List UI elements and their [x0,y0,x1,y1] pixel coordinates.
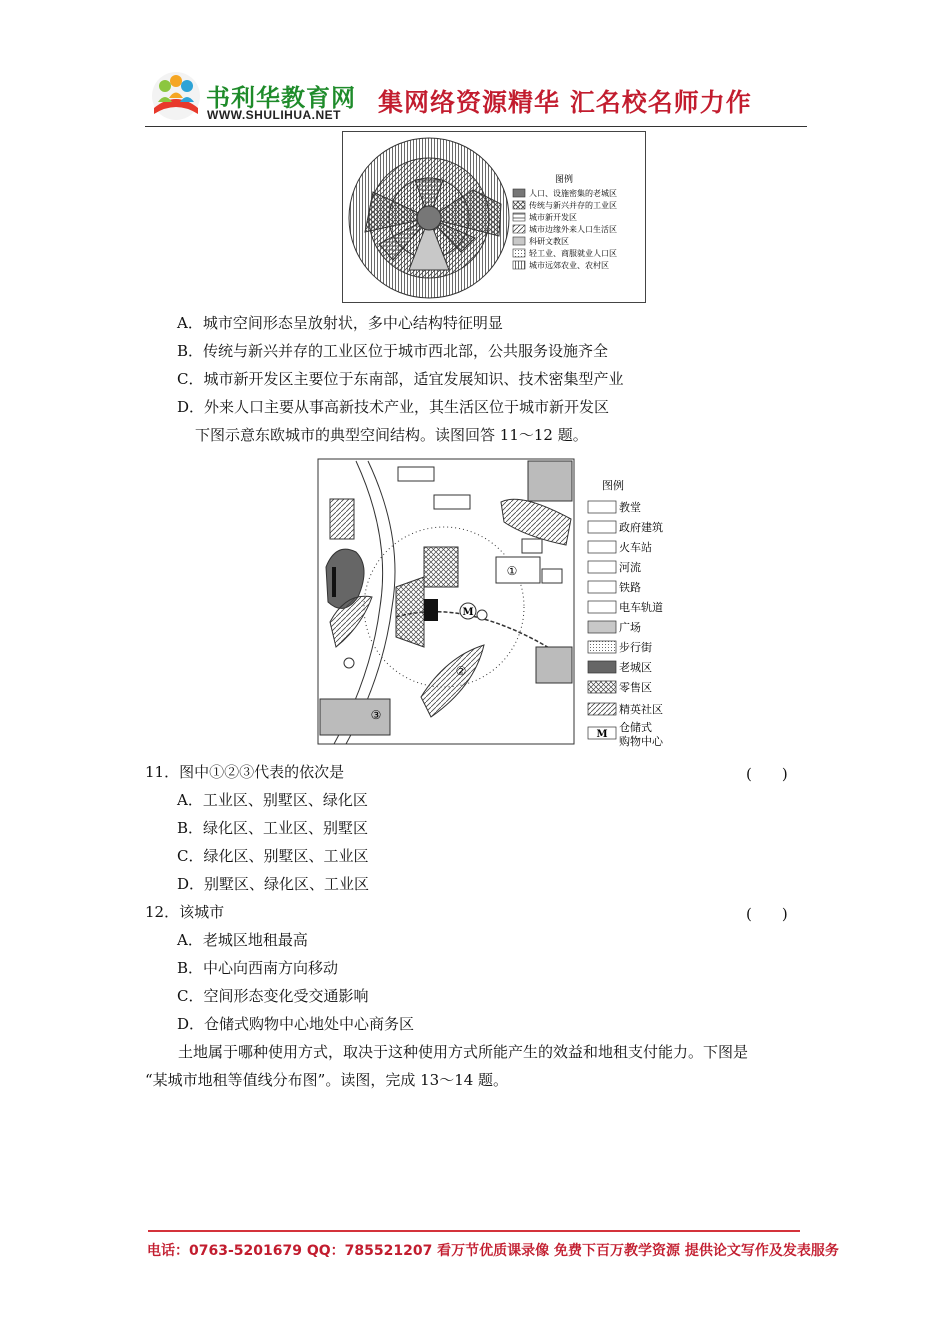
figure-city-structure [342,131,646,303]
marker-m: M [462,607,474,618]
q12-option-a: A．老城区地租最高 [177,931,308,949]
legend2-item: 火车站 [619,541,652,554]
legend2-item: 仓储式 [619,721,652,734]
q12-answer-blank: ( ) [746,905,788,923]
q10-option-d: D．外来人口主要从事高新技术产业，其生活区位于城市新开发区 [177,398,610,416]
legend-item: 人口、设施密集的老城区 [529,189,617,198]
q11-option-c: C．绿化区、别墅区、工业区 [177,847,369,865]
legend-item: 城市边缘外来人口生活区 [529,225,617,234]
legend-item: 传统与新兴并存的工业区 [529,201,617,210]
legend2-item: 步行街 [619,641,652,654]
q10-option-a: A．城市空间形态呈放射状，多中心结构特征明显 [177,314,503,332]
zone-label-2: ② [455,664,467,678]
q11-option-b: B．绿化区、工业区、别墅区 [177,819,369,837]
legend-item: 轻工业、商服就业人口区 [529,249,617,258]
q12-option-c: C．空间形态变化受交通影响 [177,987,369,1005]
figure-east-europe-city [316,457,676,749]
q11-stem: 11．图中①②③代表的依次是 [145,763,345,781]
legend-m-icon: M [596,729,608,740]
logo-name: 书利华教育网 [206,84,356,112]
legend2-item: 河流 [619,561,641,574]
q11-option-a: A．工业区、别墅区、绿化区 [177,791,368,809]
q11-answer-blank: ( ) [746,765,788,783]
legend2-item: 购物中心 [619,735,663,748]
legend2-item: 政府建筑 [619,521,663,534]
intro-13-14-line1: 土地属于哪种使用方式，取决于这种使用方式所能产生的效益和地租支付能力。下图是 [178,1043,749,1061]
header-slogan: 集网络资源精华 汇名校名师力作 [378,88,752,117]
legend2-item: 电车轨道 [619,601,663,614]
legend2-item: 老城区 [619,661,652,674]
legend2-item: 铁路 [619,581,641,594]
legend2-item: 广场 [619,621,641,634]
q11-option-d: D．别墅区、绿化区、工业区 [177,875,370,893]
footer-contact: 电话：0763-5201679 QQ：785521207 看万节优质课录像 免费下百万教学资源 提供论文写作及发表服务 [147,1243,839,1259]
q10-option-c: C．城市新开发区主要位于东南部，适宜发展知识、技术密集型产业 [177,370,624,388]
legend2-item: 零售区 [619,681,652,694]
q10-option-b: B．传统与新兴并存的工业区位于城市西北部，公共服务设施齐全 [177,342,609,360]
legend2-item: 精英社区 [619,703,663,716]
zone-label-3: ③ [370,708,382,722]
intro-13-14-line2: “某城市地租等值线分布图”。读图，完成 13～14 题。 [145,1071,509,1089]
q12-option-d: D．仓储式购物中心地处中心商务区 [177,1015,415,1033]
legend2-item: 教堂 [619,501,641,514]
legend-item: 城市远郊农业、农村区 [529,261,609,270]
city-structure-diagram [343,132,645,302]
legend-item: 科研文教区 [529,237,569,246]
logo-icon [150,70,202,122]
q12-stem: 12．该城市 [145,903,225,921]
q12-option-b: B．中心向西南方向移动 [177,959,339,977]
legend-item: 城市新开发区 [529,213,577,222]
zone-label-1: ① [506,564,518,578]
intro-11-12: 下图示意东欧城市的典型空间结构。读图回答 11～12 题。 [195,426,588,444]
legend2-title: 图例 [602,479,624,492]
legend-title: 图例 [555,175,574,185]
header-divider [145,126,807,127]
footer-divider [148,1230,800,1232]
logo-url: WWW.SHULIHUA.NET [207,108,341,122]
